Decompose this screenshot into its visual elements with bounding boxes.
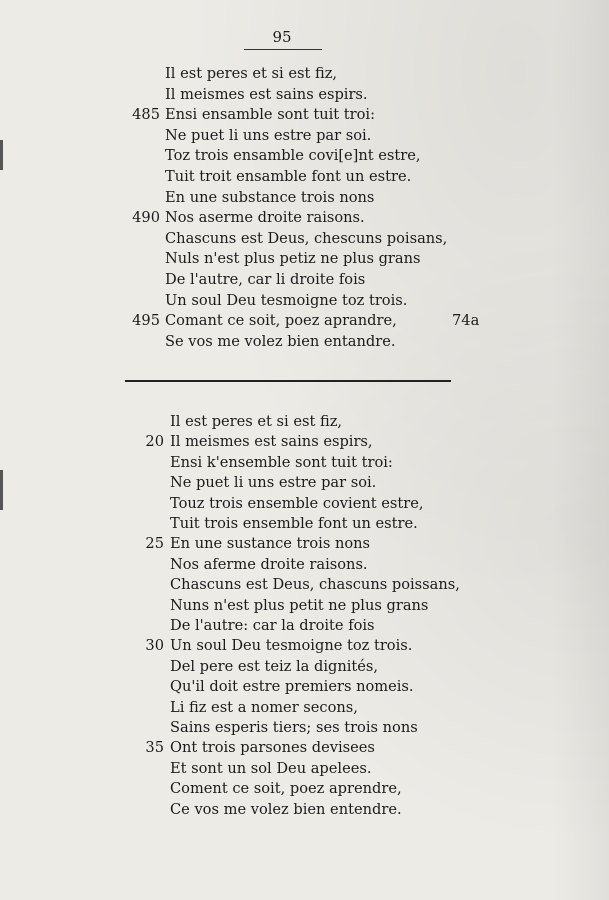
verse-text: De l'autre: car la droite fois <box>170 617 375 634</box>
verse-line <box>0 249 609 269</box>
verse-text: Qu'il doit estre premiers nomeis. <box>170 678 414 696</box>
page-number: 95 <box>272 28 292 46</box>
line-number: 495 <box>132 312 160 330</box>
verse-line <box>0 167 609 187</box>
verse-text: Un soul Deu tesmoigne toz trois. <box>165 291 408 309</box>
line-number: 485 <box>132 106 160 124</box>
section-divider <box>125 380 451 382</box>
verse-line <box>0 208 609 228</box>
verse-text: Tuit trois ensemble font un estre. <box>170 515 418 532</box>
verse-line <box>0 291 609 311</box>
verse-text: Ensi ensamble sont tuit troi: <box>165 106 376 124</box>
verse-text: Et sont un sol Deu apelees. <box>170 759 372 777</box>
verse-line <box>0 188 609 208</box>
verse-line <box>0 332 609 352</box>
verse-line <box>0 738 609 758</box>
verse-line <box>0 311 609 331</box>
verse-text: Comant ce soit, poez aprandre, <box>165 312 397 330</box>
verse-text: Un soul Deu tesmoigne toz trois. <box>170 637 413 655</box>
verse-line <box>0 555 609 575</box>
verse-line <box>0 146 609 166</box>
verse-text: Nuns n'est plus petit ne plus grans <box>170 596 429 614</box>
verse-line <box>0 473 609 493</box>
verse-text: Sains esperis tiers; ses trois nons <box>170 719 418 736</box>
verse-text: Chascuns est Deus, chascuns poissans, <box>170 576 460 594</box>
verse-text: Nos aserme droite raisons. <box>165 209 365 227</box>
verse-line <box>0 270 609 290</box>
verse-line <box>0 85 609 105</box>
verse-line <box>0 800 609 820</box>
verse-line <box>0 759 609 779</box>
verse-text: Il est peres et si est fiz, <box>165 65 338 82</box>
verse-text: De l'autre, car li droite fois <box>165 271 366 288</box>
verse-text: Nos aferme droite raisons. <box>170 555 368 573</box>
verse-line <box>0 126 609 146</box>
verse-line <box>0 105 609 125</box>
line-number: 490 <box>132 209 160 227</box>
verse-text: Ensi k'ensemble sont tuit troi: <box>170 453 393 471</box>
verse-text: Touz trois ensemble covient estre, <box>170 494 424 512</box>
page-number-rule <box>244 49 322 50</box>
verse-text: Il est peres et si est fiz, <box>170 413 343 430</box>
verse-text: Tuit troit ensamble font un estre. <box>165 168 412 185</box>
verse-line <box>0 657 609 677</box>
verse-line <box>0 229 609 249</box>
verse-line <box>0 412 609 432</box>
line-number: 35 <box>145 739 164 757</box>
verse-text: Chascuns est Deus, chescuns poisans, <box>165 229 448 247</box>
line-number: 25 <box>145 535 164 553</box>
verse-text: Ne puet li uns estre par soi. <box>170 474 377 492</box>
verse-text: Toz trois ensamble covi[e]nt estre, <box>165 147 421 165</box>
verse-text: Ont trois parsones devisees <box>170 739 375 757</box>
verse-text: Nuls n'est plus petiz ne plus grans <box>165 250 421 268</box>
verse-line <box>0 64 609 84</box>
verse-line <box>0 698 609 718</box>
verse-text: Del pere est teiz la dignités, <box>170 657 379 675</box>
verse-line <box>0 718 609 738</box>
verse-line <box>0 596 609 616</box>
verse-text: En une sustance trois nons <box>170 535 371 553</box>
verse-line <box>0 514 609 534</box>
verse-line <box>0 779 609 799</box>
verse-text: Ce vos me volez bien entendre. <box>170 800 402 818</box>
verse-line <box>0 432 609 452</box>
line-number: 30 <box>145 637 164 655</box>
verse-text: Il meismes est sains espirs, <box>170 433 373 451</box>
verse-line <box>0 677 609 697</box>
verse-line <box>0 636 609 656</box>
verse-text: Ne puet li uns estre par soi. <box>165 126 372 144</box>
verse-text: Il meismes est sains espirs. <box>165 85 368 103</box>
verse-line <box>0 494 609 514</box>
verse-text: En une substance trois nons <box>165 188 375 206</box>
verse-line <box>0 575 609 595</box>
verse-text: Coment ce soit, poez aprendre, <box>170 780 402 798</box>
verse-line <box>0 616 609 636</box>
verse-text: Li fiz est a nomer secons, <box>170 698 358 716</box>
line-number: 20 <box>145 433 164 451</box>
verse-line <box>0 534 609 554</box>
verse-line <box>0 453 609 473</box>
folio-reference: 74a <box>452 312 480 329</box>
verse-text: Se vos me volez bien entandre. <box>165 332 396 350</box>
